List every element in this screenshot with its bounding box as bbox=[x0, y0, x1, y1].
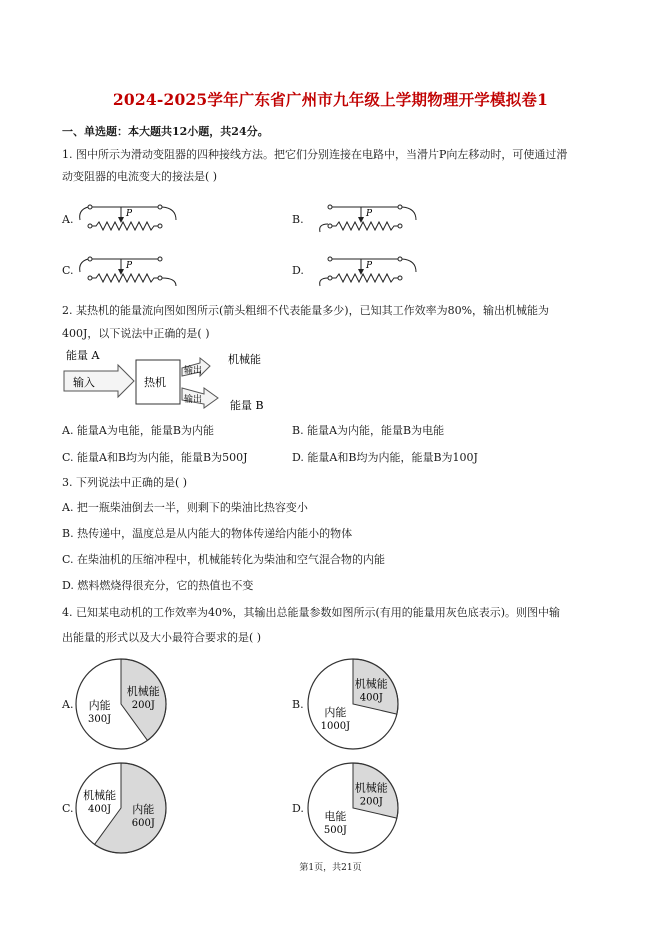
q3-text: 3. 下列说法中正确的是( ) bbox=[62, 476, 188, 489]
q4-option-d-label: D. bbox=[292, 802, 304, 815]
pie-label-white-name: 机械能 bbox=[83, 789, 117, 802]
q1-text-line1: 1. 图中所示为滑动变阻器的四种接线方法。把它们分别连接在电路中，当滑片P向左移动时，可使通过滑 bbox=[62, 148, 568, 161]
heat-engine-diagram bbox=[60, 346, 290, 416]
q4-text-line2: 出能量的形式以及大小最符合要求的是( ) bbox=[62, 631, 262, 644]
pie-label-gray-name: 内能 bbox=[132, 803, 155, 817]
pie-label-white-value: 1000J bbox=[320, 721, 351, 732]
output-top-label: 输出 bbox=[184, 366, 203, 376]
slider-label: P bbox=[126, 261, 133, 271]
pie-label-white-value: 300J bbox=[88, 714, 112, 725]
q2-option-b: B. 能量A为内能，能量B为电能 bbox=[292, 424, 445, 437]
pie-label-white-value: 400J bbox=[88, 804, 112, 815]
section-heading: 一、单选题：本大题共12小题，共24分。 bbox=[62, 125, 269, 138]
energy-b-label: 能量 B bbox=[230, 399, 264, 412]
pie-chart-a bbox=[74, 657, 168, 751]
input-label: 输入 bbox=[73, 376, 95, 389]
pie-label-gray-name: 机械能 bbox=[354, 677, 388, 691]
slider-label: P bbox=[126, 209, 133, 219]
mechanical-energy-label: 机械能 bbox=[228, 353, 261, 366]
q2-option-a: A. 能量A为电能，能量B为内能 bbox=[62, 424, 214, 437]
pie-chart-c bbox=[74, 761, 168, 855]
q2-text-line2: 400J，以下说法中正确的是( ) bbox=[62, 327, 210, 340]
pie-label-white-value: 500J bbox=[323, 825, 347, 836]
slider-label: P bbox=[366, 261, 373, 271]
pie-label-gray-value: 600J bbox=[131, 818, 155, 830]
pie-label-gray-value: 200J bbox=[131, 699, 155, 711]
q4-option-a-label: A. bbox=[62, 698, 74, 711]
pie-label-gray-name: 机械能 bbox=[354, 781, 388, 795]
slider-label: P bbox=[366, 209, 373, 219]
output-bottom-label: 输出 bbox=[184, 395, 203, 405]
page-footer: 第1页，共21页 bbox=[299, 863, 362, 873]
energy-a-label: 能量 A bbox=[66, 349, 100, 362]
q1-text-line2: 动变阻器的电流变大的接法是( ) bbox=[62, 170, 218, 183]
pie-label-white-name: 内能 bbox=[324, 706, 347, 719]
rheostat-diagram-a bbox=[76, 198, 181, 238]
q1-option-d-label: D. bbox=[292, 264, 304, 277]
q2-text-line1: 2. 某热机的能量流向图如图所示(箭头粗细不代表能量多少)，已知其工作效率为80%，输出机械能为 bbox=[62, 304, 550, 317]
q4-option-b-label: B. bbox=[292, 698, 304, 711]
rheostat-diagram-b bbox=[316, 198, 421, 238]
q4-option-c-label: C. bbox=[62, 802, 74, 815]
q1-option-c-label: C. bbox=[62, 264, 74, 277]
q1-option-a-label: A. bbox=[62, 213, 74, 226]
pie-label-white-name: 内能 bbox=[88, 699, 111, 712]
rheostat-diagram-c bbox=[76, 250, 181, 290]
q1-option-b-label: B. bbox=[292, 213, 304, 226]
pie-label-gray-value: 400J bbox=[359, 692, 383, 704]
q3-option-c: C. 在柴油机的压缩冲程中，机械能转化为柴油和空气混合物的内能 bbox=[62, 553, 386, 566]
q4-text-line1: 4. 已知某电动机的工作效率为40%，其输出总能量参数如图所示(有用的能量用灰色底表示)。则图中输 bbox=[62, 606, 561, 619]
pie-label-gray-value: 200J bbox=[359, 796, 383, 808]
pie-label-gray-name: 机械能 bbox=[126, 684, 160, 698]
q3-option-d: D. 燃料燃烧得很充分，它的热值也不变 bbox=[62, 579, 254, 592]
rheostat-diagram-d bbox=[316, 250, 421, 290]
q3-option-a: A. 把一瓶柴油倒去一半，则剩下的柴油比热容变小 bbox=[62, 501, 308, 514]
page-title: 2024-2025学年广东省广州市九年级上学期物理开学模拟卷1 bbox=[112, 90, 549, 109]
q2-option-c: C. 能量A和B均为内能，能量B为500J bbox=[62, 451, 248, 464]
engine-label: 热机 bbox=[144, 376, 166, 389]
q2-option-d: D. 能量A和B均为内能，能量B为100J bbox=[292, 451, 478, 464]
pie-label-white-name: 电能 bbox=[324, 810, 347, 823]
pie-chart-d bbox=[306, 761, 400, 855]
pie-chart-b bbox=[306, 657, 400, 751]
q3-option-b: B. 热传递中，温度总是从内能大的物体传递给内能小的物体 bbox=[62, 527, 353, 540]
